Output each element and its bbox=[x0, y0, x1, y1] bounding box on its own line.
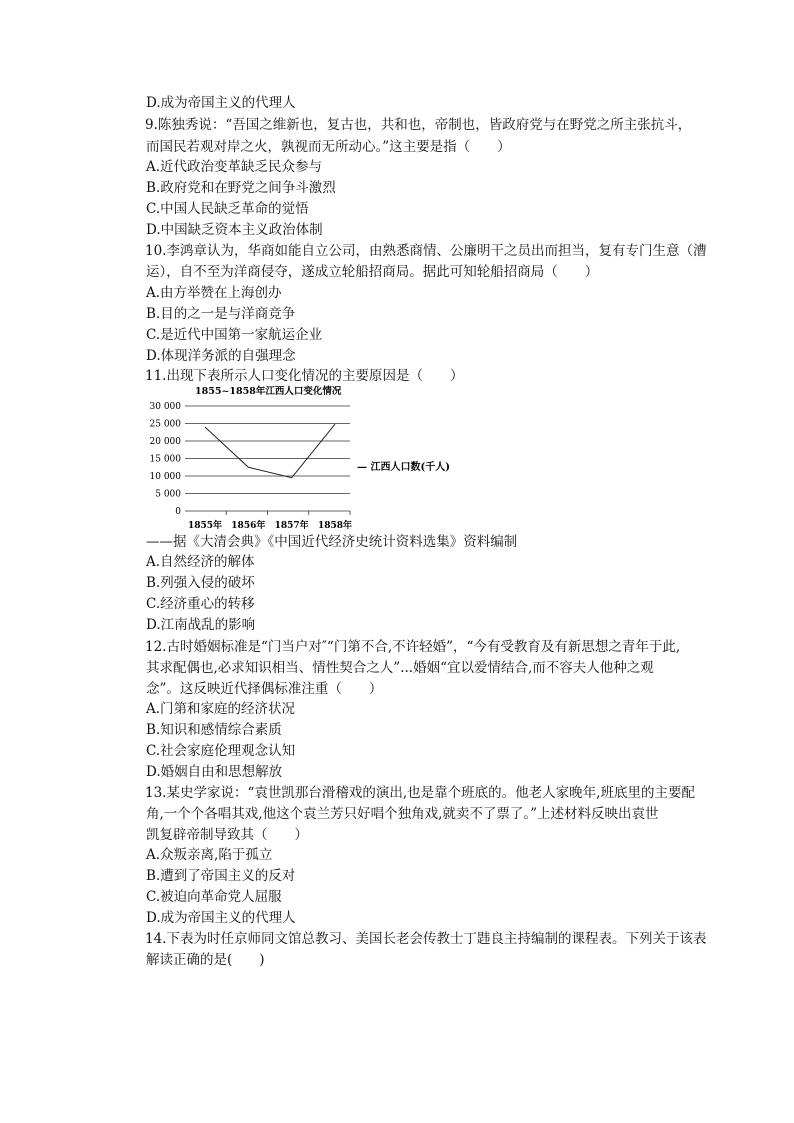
q13-stem-line2: 角,一个个各唱其戏,他这个袁兰芳只好唱个独角戏,就卖不了票了。”上述材料反映出袁世 bbox=[146, 806, 659, 822]
chart-gridlines bbox=[185, 406, 350, 511]
q10-option-d: D.体现洋务派的自强理念 bbox=[146, 348, 296, 364]
chart-title: 1855~1858年江西人口变化情况 bbox=[195, 386, 342, 397]
y-tick-label: 10 000 bbox=[149, 472, 181, 482]
x-tick-label: 1857年 bbox=[274, 521, 309, 531]
y-tick-label: 25 000 bbox=[149, 419, 181, 430]
q11-option-d: D.江南战乱的影响 bbox=[146, 617, 256, 633]
q13-option-c: C.被迫向革命党人屈服 bbox=[146, 889, 282, 905]
chart-legend: — 江西人口数(千人) bbox=[357, 462, 450, 473]
q11-option-c: C.经济重心的转移 bbox=[146, 596, 255, 612]
population-line-chart bbox=[140, 383, 470, 533]
q12-stem-line3: 念”。这反映近代择偶标准注重（ ） bbox=[146, 681, 383, 697]
q13-option-b: B.遭到了帝国主义的反对 bbox=[146, 868, 296, 884]
q9-option-b: B.政府党和在野党之间争斗激烈 bbox=[146, 180, 336, 196]
q12-stem-line2: 其求配偶也,必求知识相当、情性契合之人”...婚姻“宜以爱情结合,而不容夫人他种之观 bbox=[146, 660, 654, 676]
chart-y-ticks bbox=[150, 402, 182, 517]
y-tick-label: 15 000 bbox=[149, 454, 181, 465]
y-tick-label: 5 000 bbox=[155, 489, 181, 500]
q11-option-a: A.自然经济的解体 bbox=[146, 554, 255, 570]
q13-stem-line1: 13.某史学家说：“袁世凯那台滑稽戏的演出,也是靠个班底的。他老人家晚年,班底里的主要配 bbox=[145, 785, 695, 801]
q10-stem-line2: 运），自不至为洋商侵夺，遂成立轮船招商局。据此可知轮船招商局（ ） bbox=[146, 264, 599, 280]
x-tick-label: 1855年 bbox=[187, 521, 223, 531]
q9-stem-line2: 而国民若观对岸之火，孰视而无所动心。”这主要是指（ ） bbox=[146, 139, 511, 155]
q13-stem-line3: 凯复辟帝制导致其（ ） bbox=[146, 827, 308, 843]
q14-stem-line2: 解读正确的是( ) bbox=[146, 952, 265, 968]
y-tick-label: 20 000 bbox=[149, 437, 181, 447]
q10-option-b: B.目的之一是与洋商竞争 bbox=[146, 306, 296, 322]
x-tick-label: 1858年 bbox=[317, 521, 353, 531]
y-tick-label: 30 000 bbox=[149, 402, 181, 412]
q11-option-b: B.列强入侵的破坏 bbox=[146, 575, 255, 591]
q13-option-a: A.众叛亲离,陷于孤立 bbox=[146, 847, 273, 863]
q11-stem: 11.出现下表所示人口变化情况的主要原因是（ ） bbox=[145, 368, 464, 384]
q9-option-c: C.中国人民缺乏革命的觉悟 bbox=[146, 201, 309, 217]
q10-option-c: C.是近代中国第一家航运企业 bbox=[146, 327, 323, 343]
q8-option-d: D.成为帝国主义的代理人 bbox=[146, 95, 296, 111]
q13-option-d: D.成为帝国主义的代理人 bbox=[146, 910, 296, 926]
series-line-jiangxi-population bbox=[205, 424, 335, 478]
q12-option-c: C.社会家庭伦理观念认知 bbox=[146, 743, 296, 759]
chart-x-ticks bbox=[188, 511, 352, 531]
q9-stem-line1: 9.陈独秀说：“吾国之维新也，复古也，共和也，帝制也，皆政府党与在野党之所主张抗斗， bbox=[145, 117, 692, 133]
y-tick-label: 0 bbox=[175, 507, 181, 517]
q10-stem-line1: 10.李鸿章认为，华商如能自立公司，由熟悉商情、公廉明干之员出而担当，复有专门生意（漕 bbox=[145, 243, 707, 259]
q12-option-d: D.婚姻自由和思想解放 bbox=[146, 764, 283, 780]
q10-option-a: A.由方举赞在上海创办 bbox=[146, 285, 282, 301]
x-tick-label: 1856年 bbox=[231, 521, 266, 531]
q9-option-d: D.中国缺乏资本主义政治体制 bbox=[146, 222, 323, 238]
q12-option-a: A.门第和家庭的经济状况 bbox=[146, 701, 296, 717]
q12-stem-line1: 12.古时婚姻标准是“门当户对″“门第不合,不许轻婚”，“今有受教育及有新思想之青年于此, bbox=[145, 639, 681, 655]
q9-option-a: A.近代政治变革缺乏民众参与 bbox=[146, 159, 323, 175]
q12-option-b: B.知识和感情综合素质 bbox=[146, 722, 282, 738]
q14-stem-line1: 14.下表为时任京师同文馆总教习、美国长老会传教士丁韪良主持编制的课程表。下列关于该表 bbox=[145, 931, 707, 947]
q11-source-note: ——据《大清会典》《中国近代经济史统计资料选集》资料编制 bbox=[146, 534, 518, 550]
